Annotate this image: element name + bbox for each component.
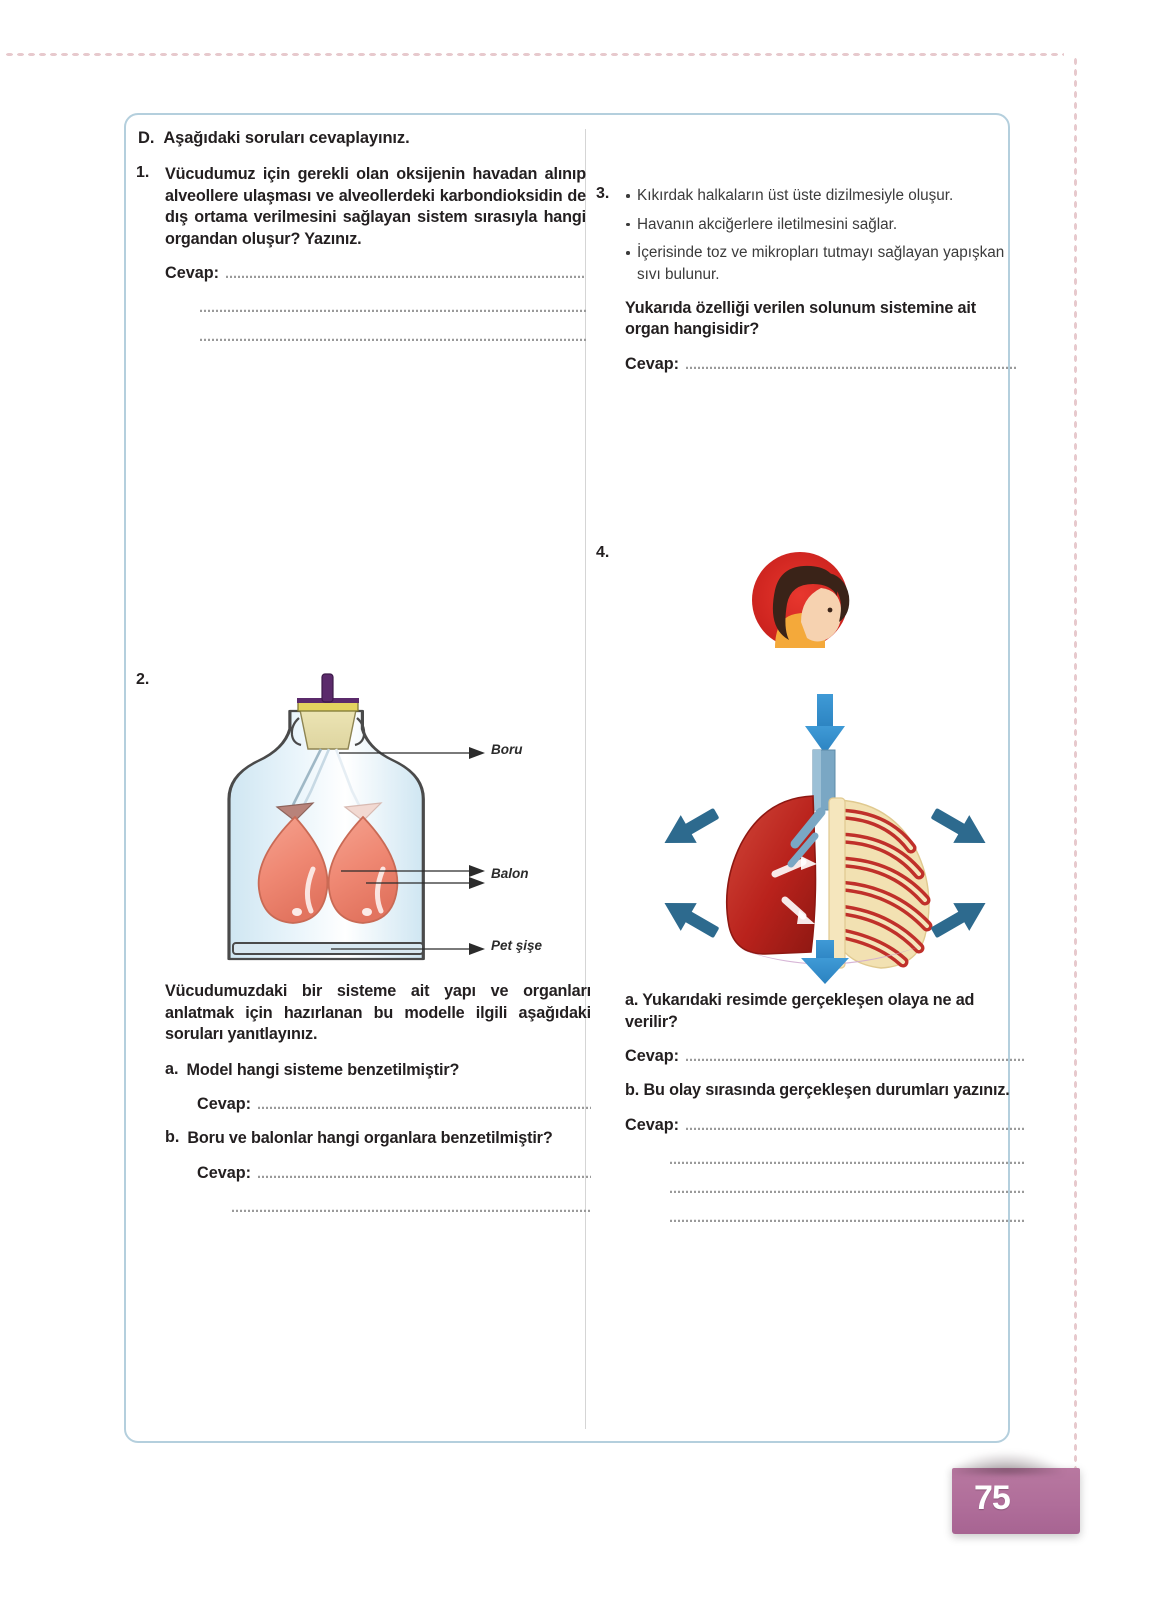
answer-label: Cevap: (197, 1095, 251, 1114)
answer-line[interactable] (257, 1166, 591, 1178)
sub-letter-a: a. (165, 1059, 179, 1078)
answer-line[interactable] (669, 1152, 1025, 1164)
answer-line[interactable] (669, 1181, 1025, 1193)
answer-label: Cevap: (165, 264, 219, 283)
question-3-answer-row (625, 355, 1016, 374)
question-3-bullet-list (625, 185, 1016, 286)
question-2-sub-b (165, 1128, 591, 1212)
question-3-number: 3. (596, 185, 610, 202)
question-4-sub-b (625, 1080, 1025, 1222)
answer-label: Cevap: (625, 1115, 679, 1134)
question-2 (136, 671, 591, 1212)
section-title: Aşağıdaki soruları cevaplayınız. (163, 129, 410, 147)
question-4a-answer-row (625, 1047, 1025, 1066)
question-1 (136, 164, 586, 341)
inhalation-diagram-figure (625, 544, 1025, 984)
question-1-text: Vücudumuz için gerekli olan oksijenin havadan alınıp alveollere ulaşması ve alveollerdeki karbondioksidin de dış ortama verilmesini sağlayan sistem sırasıyla hangi organdan oluşur? Yazınız. (165, 165, 586, 248)
sub-text-b-body: Bu olay sırasında gerçekleşen durumları yazınız. (643, 1081, 1010, 1100)
sub-text-a-body: Yukarıdaki resimde gerçekleşen olaya ne ad verilir? (625, 990, 975, 1031)
question-4b-answer-row (625, 1116, 1025, 1135)
list-item: İçerisinde toz ve mikropları tutmayı sağlayan yapışkan sıvı bulunur. (625, 242, 1016, 285)
question-2-sub-a (165, 1060, 591, 1115)
section-letter: D. (138, 129, 155, 147)
answer-label: Cevap: (197, 1163, 251, 1182)
list-item: Kıkırdak halkaların üst üste dizilmesiyle oluşur. (625, 185, 1016, 207)
pet-bottle-model-figure (171, 671, 591, 971)
page-number: 75 (974, 1479, 1010, 1517)
question-3-prompt: Yukarıda özelliği verilen solunum sistemine ait organ hangisidir? (625, 298, 976, 339)
answer-line[interactable] (685, 357, 1016, 369)
page-right-dotted-rule (1073, 56, 1078, 1516)
left-column (136, 129, 591, 1212)
figure-label-bottle: Pet şişe (491, 938, 543, 954)
right-column (596, 129, 1016, 1222)
question-1-answer-row (165, 264, 586, 283)
page-top-dotted-rule (4, 52, 1064, 57)
question-1-number: 1. (136, 164, 150, 181)
question-2-number: 2. (136, 671, 150, 689)
sub-letter-b: b. (165, 1128, 180, 1147)
answer-label: Cevap: (625, 354, 679, 373)
figure-label-balloon: Balon (491, 866, 529, 882)
question-3 (596, 185, 1016, 374)
answer-line[interactable] (685, 1118, 1025, 1130)
answer-line[interactable] (199, 329, 586, 341)
answer-line[interactable] (231, 1200, 591, 1212)
sub-text-a (625, 990, 1025, 1033)
answer-line[interactable] (669, 1210, 1025, 1222)
question-2-text: Vücudumuzdaki bir sisteme ait yapı ve organları anlatmak için hazırlanan bu modelle ilgili aşağıdaki soruları yanıtlayınız. (165, 982, 591, 1044)
sub-text-a: Model hangi sisteme benzetilmiştir? (186, 1060, 460, 1079)
page-number-ribbon (952, 1468, 1080, 1534)
air-inflow-arrow (805, 694, 845, 754)
answer-line[interactable] (199, 300, 586, 312)
answer-label: Cevap: (625, 1047, 679, 1066)
pet-bottle-model-svg (171, 671, 591, 971)
sub-letter-b: b. (625, 1081, 640, 1100)
figure-label-tube: Boru (491, 742, 523, 758)
girl-breathing-avatar (752, 552, 869, 648)
sub-letter-a: a. (625, 990, 639, 1009)
expansion-arrows (656, 799, 993, 947)
question-4-sub-a (625, 990, 1025, 1066)
answer-line[interactable] (685, 1049, 1025, 1061)
exercise-panel (124, 113, 1010, 1443)
answer-line[interactable] (257, 1097, 591, 1109)
sub-text-b: Boru ve balonlar hangi organlara benzetilmiştir? (187, 1129, 553, 1148)
question-4 (596, 544, 1016, 1222)
inhalation-diagram-svg (625, 544, 1025, 984)
question-2b-answer-row (197, 1164, 591, 1183)
section-heading (138, 129, 586, 148)
question-4-number: 4. (596, 543, 610, 561)
question-2a-answer-row (197, 1095, 591, 1114)
answer-line[interactable] (225, 266, 586, 278)
list-item: Havanın akciğerlere iletilmesini sağlar. (625, 214, 1016, 236)
